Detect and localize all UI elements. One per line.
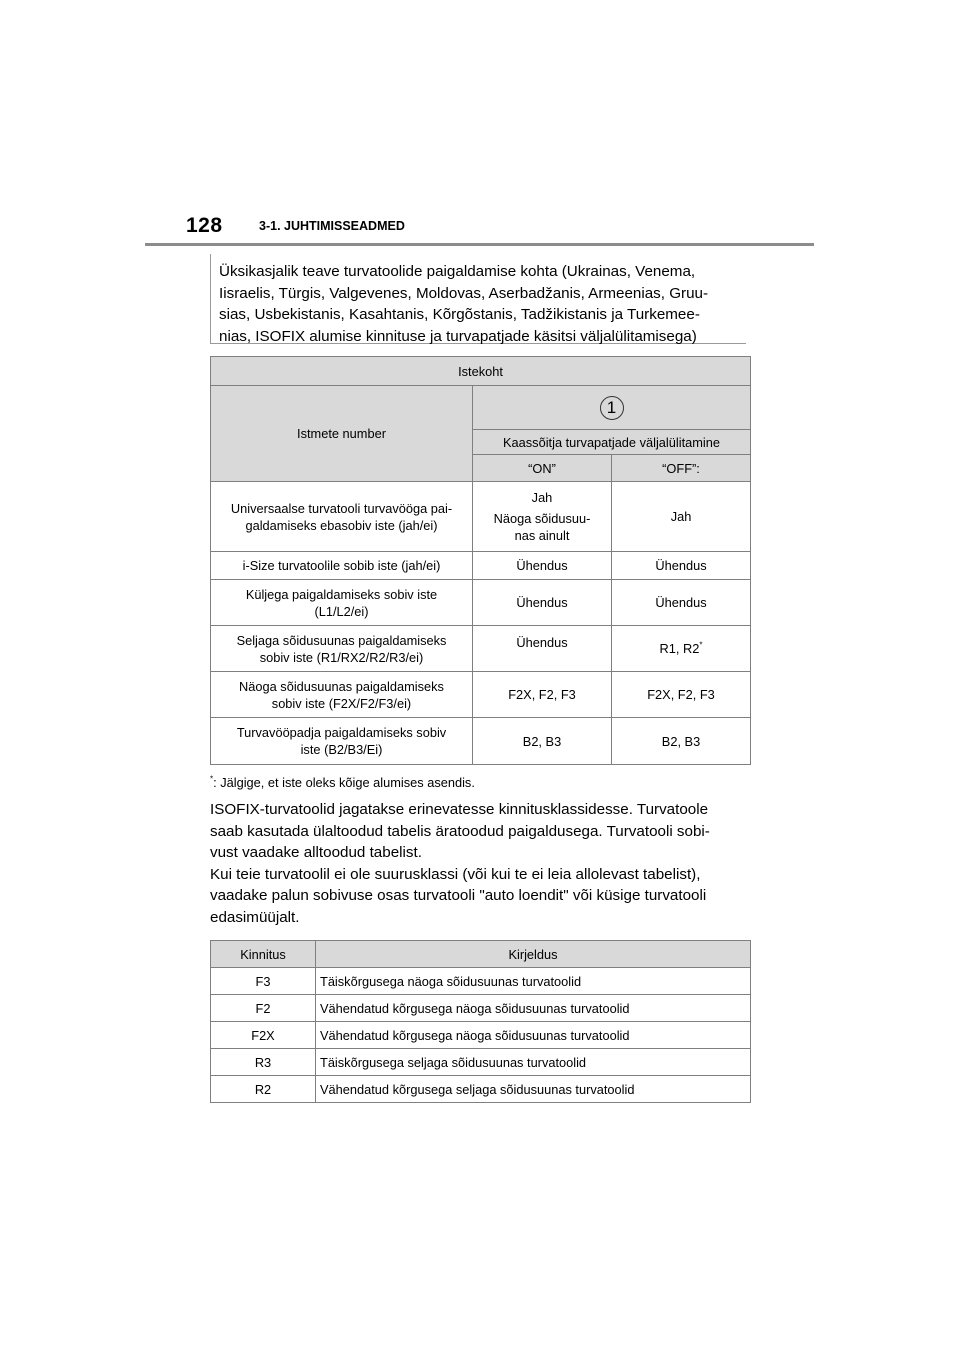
table-row: [211, 552, 751, 580]
row-label: [211, 580, 473, 626]
off-value: Ühendus: [612, 552, 751, 580]
class-description: Vähendatud kõrgusega seljaga sõidusuunas turvatoolid: [316, 1076, 751, 1103]
row-label-line: galdamiseks ebasobiv iste (jah/ei): [245, 517, 438, 533]
on-value-line: nas ainult: [514, 528, 570, 543]
row-label: [211, 482, 473, 552]
column-header: Kirjeldus: [316, 941, 751, 968]
table-title: Istekoht: [211, 357, 751, 386]
body-line: vust vaadake alltoodud tabelist.: [210, 844, 422, 862]
seat-number-cell: [473, 386, 751, 430]
table-row: [211, 626, 751, 672]
footnote-text: : Jälgige, et iste oleks kõige alumises asendis.: [213, 775, 475, 790]
intro-box: [210, 254, 746, 344]
off-value-text: R1, R2: [659, 641, 700, 656]
column-header: Kinnitus: [211, 941, 316, 968]
on-value-line: Jah: [531, 490, 553, 505]
isofix-class-table: [210, 940, 751, 1103]
table-row: [211, 672, 751, 718]
table-row: [211, 968, 751, 995]
row-label-line: Näoga sõidusuunas paigaldamiseks: [239, 678, 444, 694]
row-label: i-Size turvatoolile sobib iste (jah/ei): [211, 552, 473, 580]
body-line: Kui teie turvatoolil ei ole suurusklassi (või kui te ei leia allolevast tabelist),: [210, 865, 701, 883]
row-header-label: Istmete number: [211, 386, 473, 482]
intro-line: Iisraelis, Türgis, Valgevenes, Moldovas, Aserbadžanis, Armeenias, Gruu-: [219, 284, 709, 302]
row-label-line: sobiv iste (F2X/F2/F3/ei): [271, 695, 412, 711]
footnote: [210, 775, 475, 790]
table-row: [211, 580, 751, 626]
on-header: “ON”: [473, 455, 612, 482]
intro-line: nias, ISOFIX alumise kinnituse ja turvapatjade käsitsi väljalülitamisega): [219, 327, 697, 345]
row-label-line: (L1/L2/ei): [314, 603, 369, 619]
class-description: Täiskõrgusega seljaga sõidusuunas turvatoolid: [316, 1049, 751, 1076]
on-value: B2, B3: [473, 718, 612, 765]
intro-line: Üksikasjalik teave turvatoolide paigaldamise kohta (Ukrainas, Venema,: [219, 263, 696, 280]
table-row: [211, 1049, 751, 1076]
class-description: Täiskõrgusega näoga sõidusuunas turvatoolid: [316, 968, 751, 995]
row-label-line: Seljaga sõidusuunas paigaldamiseks: [236, 632, 447, 648]
body-line: vaadake palun sobivuse osas turvatooli "auto loendit" või küsige turvatooli: [210, 887, 707, 905]
on-value-line: Näoga sõidusuu-: [493, 511, 591, 526]
body-paragraph: [210, 799, 770, 929]
off-value: F2X, F2, F3: [612, 672, 751, 718]
off-header: “OFF”:: [612, 455, 751, 482]
table-row: [211, 482, 751, 552]
table-row: [211, 718, 751, 765]
row-label-line: iste (B2/B3/Ei): [300, 742, 383, 757]
table-header-row: [211, 941, 751, 968]
on-value: Ühendus: [473, 552, 612, 580]
off-value: Jah: [612, 482, 751, 552]
class-code: F3: [211, 968, 316, 995]
footnote-mark: *: [210, 774, 214, 784]
on-value: Ühendus: [473, 580, 612, 626]
table-row: [211, 1076, 751, 1103]
class-code: F2: [211, 995, 316, 1022]
body-line: ISOFIX-turvatoolid jagatakse erinevatesse kinnitusklassidesse. Turvatoole: [210, 801, 709, 818]
off-value: Ühendus: [612, 580, 751, 626]
on-value: F2X, F2, F3: [473, 672, 612, 718]
class-description: Vähendatud kõrgusega näoga sõidusuunas turvatoolid: [316, 995, 751, 1022]
on-value: Ühendus: [473, 626, 612, 672]
airbag-switch-label: Kaassõitja turvapatjade väljalülitamine: [473, 430, 751, 455]
body-line: edasimüüjalt.: [210, 908, 300, 926]
row-label-line: Universaalse turvatooli turvavööga pai-: [230, 500, 453, 516]
body-line: saab kasutada ülaltoodud tabelis äratoodud paigaldusega. Turvatooli sobi-: [210, 822, 710, 840]
class-code: R3: [211, 1049, 316, 1076]
row-label: [211, 626, 473, 672]
intro-line: sias, Usbekistanis, Kasahtanis, Kõrgõstanis, Tadžikistanis ja Turkemee-: [219, 306, 700, 323]
on-value: [473, 482, 612, 552]
seat-compatibility-table: [210, 356, 751, 765]
class-description: Vähendatud kõrgusega näoga sõidusuunas turvatoolid: [316, 1022, 751, 1049]
off-value: [612, 626, 751, 672]
class-code: F2X: [211, 1022, 316, 1049]
row-label-line: Turvavööpadja paigaldamiseks sobiv: [236, 725, 447, 740]
table-row: [211, 995, 751, 1022]
section-title: 3-1. JUHTIMISSEADMED: [259, 219, 405, 233]
row-label: [211, 718, 473, 765]
row-label-line: sobiv iste (R1/RX2/R2/R3/ei): [259, 649, 424, 665]
page-number: 128: [186, 214, 223, 237]
class-code: R2: [211, 1076, 316, 1103]
row-label-line: Küljega paigaldamiseks sobiv iste: [245, 586, 438, 602]
seat-number-badge: 1: [600, 396, 624, 420]
row-label: [211, 672, 473, 718]
header-divider: [145, 243, 814, 246]
off-value: B2, B3: [612, 718, 751, 765]
footnote-mark: *: [699, 640, 703, 650]
table-row: [211, 1022, 751, 1049]
